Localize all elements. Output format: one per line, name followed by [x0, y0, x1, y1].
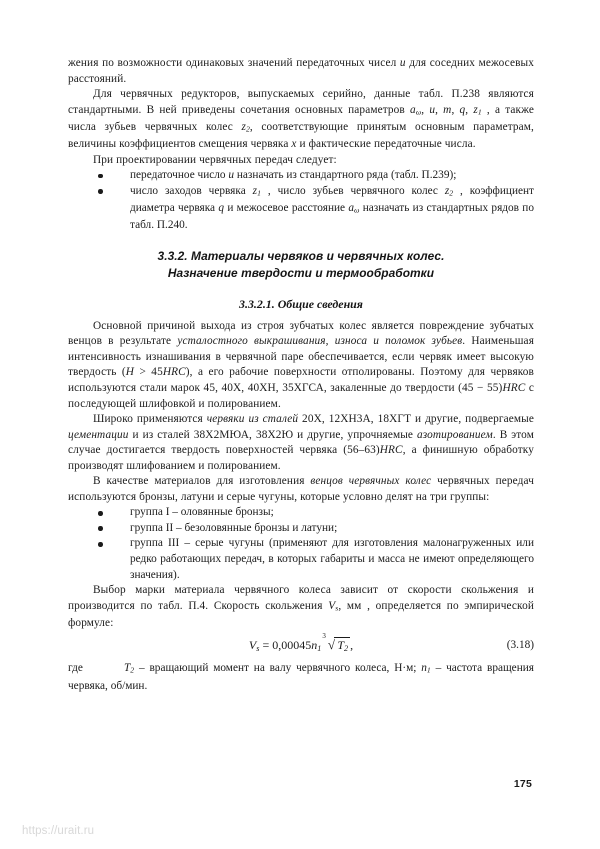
emphasis-cementation: цементации [68, 428, 129, 441]
text-run: Выбор марки материала червячного колеса зависит от скорости скольжения и производится по табл. П.4. Скорость скольжения [68, 584, 534, 612]
formula-trailing-comma: , [350, 638, 354, 653]
text-run: назначать из стандартных рядов по табл. П.240. [130, 201, 534, 232]
paragraph-worm-reducers [68, 87, 534, 153]
variable-a-omega: $a_\omega$ [409, 103, 422, 117]
text-run: , [451, 103, 460, 116]
page-content [68, 56, 534, 694]
text-run: назначать из стандартного ряда (табл. П.239); [234, 169, 457, 182]
variable-Vs: $V_s$ [328, 599, 339, 613]
bullet-list-design [68, 168, 534, 234]
bullet-dot-icon [98, 526, 103, 531]
text-run: Основной причиной выхода из строя зубчатых колес является повреждение зубчатых венцов в результате [68, 319, 534, 348]
text-run: . Наименьшая интенсивность изнашивания в червячной паре обеспечивается, если червяк имеет высокую твердость ( [68, 335, 534, 379]
subsection-heading: 3.3.2.1. Общие сведения [239, 296, 363, 311]
text-run: , коэффициент диаметра червяка [130, 184, 534, 214]
text-run: и фактические передаточные числа. [296, 138, 476, 151]
text-run: ), а его рабочие поверхности отполированы. Поэтому для червяков используются стали марок 45, 40Х, 40ХН, 35ХГСА, закаленные до твердости (45 − 55) [68, 366, 535, 394]
text-run: , мм , определяется по эмпирической формуле: [68, 599, 534, 629]
text-run: Широко применяются [93, 413, 207, 426]
text-run: и из сталей 38Х2МЮА, 38Х2Ю и другие, упрочняемые [128, 428, 418, 441]
variable-u: u [399, 57, 406, 69]
bullet-dot-icon [98, 174, 103, 179]
paragraph-design-intro: При проектировании червячных передач следует: [93, 153, 337, 166]
variable-x: x [291, 138, 297, 151]
text-run: > 45 [134, 366, 163, 379]
list-item: группа I – оловянные бронзы; [68, 505, 534, 521]
bullet-dot-icon [98, 511, 103, 516]
equation-number: (3.18) [506, 639, 534, 652]
bullet-dot-icon [98, 542, 103, 547]
text-run: червячных передач используются бронзы, латуни и серые чугуны, которые условно делят на три группы: [68, 475, 534, 503]
spacer [68, 282, 534, 296]
paragraph-wheel-rim-materials [68, 474, 534, 505]
spacer [68, 312, 534, 319]
paragraph-steel-grades [68, 412, 534, 474]
text-run: жения по возможности одинаковых значений передаточных чисел [68, 57, 400, 69]
paragraph-continuation [68, 56, 534, 87]
text-run: передаточное число [130, 169, 229, 182]
text-run: . В этом случае достигается твердость поверхностей червяка (56–63) [68, 428, 534, 457]
variable-z1: $z_1$ [252, 184, 261, 198]
text-run: , число зубьев червячного колес [260, 184, 445, 197]
text-run: для соседних межосевых расстояний. [68, 57, 534, 85]
text-run: , а также числа зубьев червячных колес [68, 103, 535, 133]
list-item [68, 184, 534, 234]
cube-root-icon [322, 632, 350, 654]
list-item: группа II – безоловянные бронзы и латуни; [68, 521, 534, 537]
variable-q: q [459, 103, 466, 116]
variable-n1: $n_1$ [421, 662, 431, 676]
variable-u: u [429, 103, 436, 116]
section-heading-line2: Назначение твердости и термообработки [167, 265, 435, 280]
radicand-T2: $T_2$ [334, 637, 350, 653]
text-run: число заходов червяка [130, 184, 253, 197]
text-run: , [465, 103, 474, 116]
bullet-dot-icon [98, 189, 103, 194]
page-number: 175 [513, 778, 532, 790]
emphasis-worm-steels: червяки из сталей [206, 413, 299, 426]
formula-sliding-speed [68, 632, 534, 654]
text-run: с последующей шлифовкой и полированием. [68, 381, 534, 410]
variable-H: H [125, 366, 135, 379]
formula-lhs: $V_s$ [248, 638, 260, 654]
paragraph-failure-causes [68, 319, 534, 412]
emphasis-failure-modes: усталостного выкрашивания, износа и поломок зубьев [177, 335, 463, 348]
radical-sign: √ [327, 637, 335, 653]
text-run: , [421, 103, 430, 116]
variable-a-omega: $a_\omega$ [348, 201, 360, 215]
text-run: Для червячных редукторов, выпускаемых серийно, данные табл. П.238 являются стандартными. В ней приведены сочетания основных параметров [68, 88, 534, 116]
variable-T2: $T_2$ [124, 662, 135, 676]
paragraph-where-clause [68, 661, 534, 694]
variable-m: m [443, 103, 452, 116]
root-degree: 3 [322, 632, 326, 641]
list-item [68, 168, 534, 184]
formula-row [68, 631, 534, 661]
text-run: – вращающий момент на валу червячного колеса, Н·м; [134, 662, 422, 675]
formula-operator: = 0,00045 [259, 638, 312, 653]
variable-z1: $z_1$ [473, 103, 482, 117]
variable-u: u [228, 169, 235, 182]
text-run: – частота вращения червяка, об/мин. [68, 662, 534, 692]
text-run: , [435, 103, 444, 116]
text-run: , а финишную обработку производят шлифованием и полированием. [68, 444, 534, 472]
watermark-url: https://urait.ru [22, 825, 95, 837]
variable-z2: $z_2$ [241, 120, 250, 134]
paragraph-sliding-speed [68, 583, 534, 631]
unit-hrc: HRC [502, 381, 526, 394]
section-heading-line1: 3.3.2. Материалы червяков и червячных колес. [157, 248, 445, 263]
text-run: В качестве материалов для изготовления [93, 475, 311, 488]
unit-hrc: HRC [162, 366, 186, 379]
text-run: и межосевое расстояние [224, 201, 349, 214]
unit-hrc: HRC [379, 444, 403, 457]
spacer [68, 234, 534, 248]
bullet-list-material-groups [68, 505, 534, 583]
list-item: группа III – серые чугуны (применяют для изготовления малонагруженных или редко работающих передач, в которых габариты и масса не имеют определяющего значения). [68, 536, 534, 583]
emphasis-wheel-rims: венцов червячных колес [310, 475, 432, 488]
where-label: где [68, 662, 83, 675]
formula-n1: $n_1$ [311, 638, 322, 654]
emphasis-nitriding: азотированием [417, 428, 493, 441]
variable-z2: $z_2$ [444, 184, 454, 198]
section-heading [68, 248, 534, 282]
variable-q: q [218, 201, 225, 214]
text-run: 20Х, 12ХН3А, 18ХГТ и другие, подвергаемые [298, 413, 534, 426]
text-run: , соответствующие принятым основным параметрам, величины коэффициентов смещения червяка [68, 120, 534, 151]
